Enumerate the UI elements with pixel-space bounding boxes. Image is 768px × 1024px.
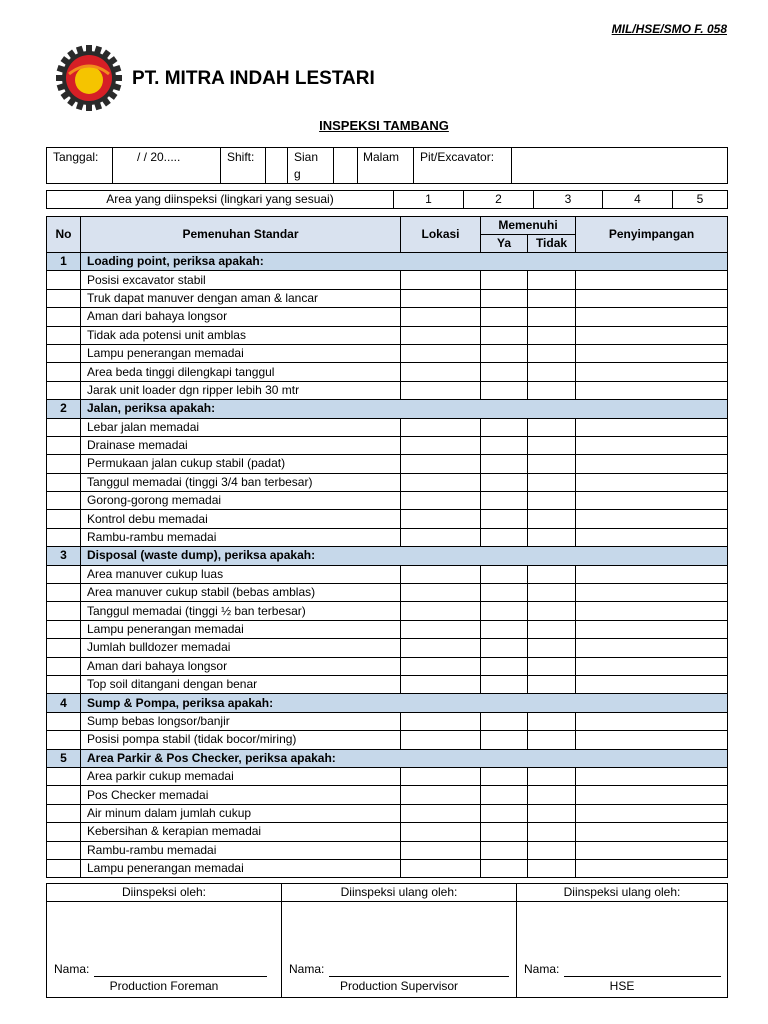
tidak-cell[interactable] <box>528 565 576 583</box>
pit-excavator-field[interactable] <box>512 148 728 184</box>
section-number: 2 <box>47 400 81 418</box>
lokasi-cell[interactable] <box>401 363 481 381</box>
table-row <box>47 712 728 730</box>
no-cell <box>47 436 81 454</box>
nama-line[interactable] <box>564 976 721 977</box>
standard-item: Air minum dalam jumlah cukup <box>81 804 401 822</box>
penyimpangan-cell[interactable] <box>576 344 728 362</box>
lokasi-cell[interactable] <box>401 565 481 583</box>
section-number: 5 <box>47 749 81 767</box>
no-cell <box>47 418 81 436</box>
ya-cell[interactable] <box>481 620 528 638</box>
lokasi-cell[interactable] <box>401 326 481 344</box>
tidak-cell[interactable] <box>528 841 576 859</box>
no-cell <box>47 344 81 362</box>
table-row <box>47 436 728 454</box>
penyimpangan-cell[interactable] <box>576 271 728 289</box>
standard-item: Rambu-rambu memadai <box>81 528 401 546</box>
area-option[interactable]: 3 <box>534 191 603 209</box>
table-row <box>47 363 728 381</box>
table-row <box>47 344 728 362</box>
penyimpangan-cell[interactable] <box>576 565 728 583</box>
penyimpangan-cell[interactable] <box>576 786 728 804</box>
section-row <box>47 253 728 271</box>
no-cell <box>47 675 81 693</box>
penyimpangan-cell[interactable] <box>576 455 728 473</box>
no-cell <box>47 381 81 399</box>
no-cell <box>47 492 81 510</box>
penyimpangan-cell[interactable] <box>576 473 728 491</box>
lokasi-cell[interactable] <box>401 271 481 289</box>
document-number: MIL/HSE/SMO F. 058 <box>611 22 727 36</box>
ya-cell[interactable] <box>481 731 528 749</box>
signature-header: Diinspeksi ulang oleh: <box>517 884 728 902</box>
standard-item: Aman dari bahaya longsor <box>81 308 401 326</box>
standard-item: Drainase memadai <box>81 436 401 454</box>
no-cell <box>47 326 81 344</box>
tidak-cell[interactable] <box>528 473 576 491</box>
ya-cell[interactable] <box>481 602 528 620</box>
ya-cell[interactable] <box>481 492 528 510</box>
lokasi-cell[interactable] <box>401 639 481 657</box>
penyimpangan-cell[interactable] <box>576 289 728 307</box>
area-table <box>46 190 728 209</box>
col-header-ya: Ya <box>481 235 528 253</box>
penyimpangan-cell[interactable] <box>576 823 728 841</box>
tidak-cell[interactable] <box>528 731 576 749</box>
signature-header: Diinspeksi oleh: <box>47 884 282 902</box>
penyimpangan-cell[interactable] <box>576 712 728 730</box>
penyimpangan-cell[interactable] <box>576 859 728 877</box>
company-name: PT. MITRA INDAH LESTARI <box>132 68 375 89</box>
ya-cell[interactable] <box>481 859 528 877</box>
tidak-cell[interactable] <box>528 620 576 638</box>
standard-item: Area manuver cukup luas <box>81 565 401 583</box>
lokasi-cell[interactable] <box>401 381 481 399</box>
ya-cell[interactable] <box>481 308 528 326</box>
section-number: 1 <box>47 253 81 271</box>
tidak-cell[interactable] <box>528 675 576 693</box>
signature-role: Production Foreman <box>109 979 219 993</box>
table-row <box>47 620 728 638</box>
standard-item: Tanggul memadai (tinggi ½ ban terbesar) <box>81 602 401 620</box>
no-cell <box>47 455 81 473</box>
standard-item: Lampu penerangan memadai <box>81 859 401 877</box>
ya-cell[interactable] <box>481 804 528 822</box>
info-table <box>46 147 728 184</box>
lokasi-cell[interactable] <box>401 455 481 473</box>
no-cell <box>47 363 81 381</box>
standard-item: Area parkir cukup memadai <box>81 767 401 785</box>
signature-box-supervisor[interactable] <box>282 902 517 998</box>
ya-cell[interactable] <box>481 675 528 693</box>
standard-item: Tidak ada potensi unit amblas <box>81 326 401 344</box>
penyimpangan-cell[interactable] <box>576 804 728 822</box>
col-header-no: No <box>47 217 81 253</box>
ya-cell[interactable] <box>481 344 528 362</box>
tidak-cell[interactable] <box>528 712 576 730</box>
tidak-cell[interactable] <box>528 639 576 657</box>
table-row <box>47 473 728 491</box>
shift-label: Shift: <box>221 148 266 184</box>
no-cell <box>47 823 81 841</box>
standard-item: Lebar jalan memadai <box>81 418 401 436</box>
section-row <box>47 749 728 767</box>
standard-item: Tanggul memadai (tinggi 3/4 ban terbesar) <box>81 473 401 491</box>
no-cell <box>47 308 81 326</box>
table-row <box>47 859 728 877</box>
tidak-cell[interactable] <box>528 436 576 454</box>
standard-item: Rambu-rambu memadai <box>81 841 401 859</box>
section-title: Jalan, periksa apakah: <box>81 400 728 418</box>
table-row <box>47 602 728 620</box>
penyimpangan-cell[interactable] <box>576 381 728 399</box>
tidak-cell[interactable] <box>528 271 576 289</box>
tidak-cell[interactable] <box>528 326 576 344</box>
standard-item: Lampu penerangan memadai <box>81 344 401 362</box>
no-cell <box>47 804 81 822</box>
ya-cell[interactable] <box>481 436 528 454</box>
nama-line[interactable] <box>94 976 267 977</box>
shift-siang-option[interactable]: Sian g <box>288 148 334 184</box>
signature-box-hse[interactable] <box>517 902 728 998</box>
table-row <box>47 767 728 785</box>
no-cell <box>47 731 81 749</box>
shift-empty-cell[interactable] <box>266 148 288 184</box>
nama-label: Nama: <box>289 962 325 976</box>
standard-item: Aman dari bahaya longsor <box>81 657 401 675</box>
nama-label: Nama: <box>524 962 560 976</box>
table-row <box>47 510 728 528</box>
tidak-cell[interactable] <box>528 602 576 620</box>
ya-cell[interactable] <box>481 510 528 528</box>
table-row <box>47 308 728 326</box>
standard-item: Top soil ditangani dengan benar <box>81 675 401 693</box>
ya-cell[interactable] <box>481 271 528 289</box>
standard-item: Permukaan jalan cukup stabil (padat) <box>81 455 401 473</box>
tidak-cell[interactable] <box>528 308 576 326</box>
table-row <box>47 271 728 289</box>
penyimpangan-cell[interactable] <box>576 326 728 344</box>
table-row <box>47 528 728 546</box>
table-row <box>47 418 728 436</box>
ya-cell[interactable] <box>481 528 528 546</box>
lokasi-cell[interactable] <box>401 308 481 326</box>
area-option[interactable]: 5 <box>673 191 728 209</box>
signature-header: Diinspeksi ulang oleh: <box>282 884 517 902</box>
company-logo-icon <box>55 44 123 112</box>
tidak-cell[interactable] <box>528 455 576 473</box>
lokasi-cell[interactable] <box>401 767 481 785</box>
tanggal-field[interactable]: / / 20..... <box>113 148 221 184</box>
table-row <box>47 455 728 473</box>
tidak-cell[interactable] <box>528 289 576 307</box>
no-cell <box>47 841 81 859</box>
col-header-penyimpangan: Penyimpangan <box>576 217 728 253</box>
col-header-memenuhi: Memenuhi <box>481 217 576 235</box>
lokasi-cell[interactable] <box>401 584 481 602</box>
ya-cell[interactable] <box>481 657 528 675</box>
signature-table <box>46 883 728 998</box>
lokasi-cell[interactable] <box>401 657 481 675</box>
penyimpangan-cell[interactable] <box>576 492 728 510</box>
standard-item: Posisi pompa stabil (tidak bocor/miring) <box>81 731 401 749</box>
ya-cell[interactable] <box>481 565 528 583</box>
lokasi-cell[interactable] <box>401 786 481 804</box>
standard-item: Kebersihan & kerapian memadai <box>81 823 401 841</box>
lokasi-cell[interactable] <box>401 510 481 528</box>
no-cell <box>47 786 81 804</box>
tidak-cell[interactable] <box>528 363 576 381</box>
section-title: Disposal (waste dump), periksa apakah: <box>81 547 728 565</box>
col-header-standar: Pemenuhan Standar <box>81 217 401 253</box>
section-title: Loading point, periksa apakah: <box>81 253 728 271</box>
no-cell <box>47 528 81 546</box>
col-header-tidak: Tidak <box>528 235 576 253</box>
penyimpangan-cell[interactable] <box>576 620 728 638</box>
nama-label: Nama: <box>54 962 90 976</box>
area-option[interactable]: 1 <box>394 191 464 209</box>
table-row <box>47 639 728 657</box>
penyimpangan-cell[interactable] <box>576 675 728 693</box>
table-row <box>47 657 728 675</box>
table-row <box>47 823 728 841</box>
lokasi-cell[interactable] <box>401 804 481 822</box>
standard-item: Sump bebas longsor/banjir <box>81 712 401 730</box>
page-title: INSPEKSI TAMBANG <box>319 118 449 133</box>
tidak-cell[interactable] <box>528 786 576 804</box>
lokasi-cell[interactable] <box>401 620 481 638</box>
lokasi-cell[interactable] <box>401 675 481 693</box>
ya-cell[interactable] <box>481 473 528 491</box>
ya-cell[interactable] <box>481 712 528 730</box>
section-row <box>47 547 728 565</box>
shift-malam-option[interactable]: Malam <box>358 148 414 184</box>
no-cell <box>47 584 81 602</box>
lokasi-cell[interactable] <box>401 289 481 307</box>
area-option[interactable]: 4 <box>603 191 673 209</box>
penyimpangan-cell[interactable] <box>576 584 728 602</box>
lokasi-cell[interactable] <box>401 528 481 546</box>
nama-line[interactable] <box>329 976 509 977</box>
penyimpangan-cell[interactable] <box>576 602 728 620</box>
table-row <box>47 381 728 399</box>
ya-cell[interactable] <box>481 841 528 859</box>
no-cell <box>47 289 81 307</box>
tidak-cell[interactable] <box>528 492 576 510</box>
standard-item: Gorong-gorong memadai <box>81 492 401 510</box>
tanggal-label: Tanggal: <box>47 148 113 184</box>
ya-cell[interactable] <box>481 326 528 344</box>
tidak-cell[interactable] <box>528 381 576 399</box>
penyimpangan-cell[interactable] <box>576 528 728 546</box>
col-header-lokasi: Lokasi <box>401 217 481 253</box>
lokasi-cell[interactable] <box>401 731 481 749</box>
standard-item: Jarak unit loader dgn ripper lebih 30 mtr <box>81 381 401 399</box>
tidak-cell[interactable] <box>528 418 576 436</box>
shift-siang-checkbox[interactable] <box>334 148 358 184</box>
no-cell <box>47 510 81 528</box>
tidak-cell[interactable] <box>528 584 576 602</box>
penyimpangan-cell[interactable] <box>576 363 728 381</box>
table-row <box>47 289 728 307</box>
tidak-cell[interactable] <box>528 859 576 877</box>
no-cell <box>47 620 81 638</box>
lokasi-cell[interactable] <box>401 473 481 491</box>
table-row <box>47 675 728 693</box>
ya-cell[interactable] <box>481 363 528 381</box>
section-number: 3 <box>47 547 81 565</box>
ya-cell[interactable] <box>481 289 528 307</box>
ya-cell[interactable] <box>481 767 528 785</box>
penyimpangan-cell[interactable] <box>576 657 728 675</box>
table-row <box>47 326 728 344</box>
lokasi-cell[interactable] <box>401 859 481 877</box>
table-row <box>47 584 728 602</box>
no-cell <box>47 602 81 620</box>
section-number: 4 <box>47 694 81 712</box>
signature-role: Production Supervisor <box>339 979 459 993</box>
lokasi-cell[interactable] <box>401 602 481 620</box>
ya-cell[interactable] <box>481 455 528 473</box>
table-row <box>47 731 728 749</box>
standard-item: Jumlah bulldozer memadai <box>81 639 401 657</box>
ya-cell[interactable] <box>481 639 528 657</box>
tidak-cell[interactable] <box>528 657 576 675</box>
table-row <box>47 565 728 583</box>
section-row <box>47 400 728 418</box>
lokasi-cell[interactable] <box>401 436 481 454</box>
standard-item: Truk dapat manuver dengan aman & lancar <box>81 289 401 307</box>
no-cell <box>47 271 81 289</box>
penyimpangan-cell[interactable] <box>576 767 728 785</box>
no-cell <box>47 565 81 583</box>
standard-item: Posisi excavator stabil <box>81 271 401 289</box>
penyimpangan-cell[interactable] <box>576 841 728 859</box>
penyimpangan-cell[interactable] <box>576 308 728 326</box>
inspection-table <box>46 216 728 878</box>
penyimpangan-cell[interactable] <box>576 436 728 454</box>
standard-item: Pos Checker memadai <box>81 786 401 804</box>
ya-cell[interactable] <box>481 381 528 399</box>
no-cell <box>47 473 81 491</box>
signature-box-foreman[interactable] <box>47 902 282 998</box>
no-cell <box>47 859 81 877</box>
lokasi-cell[interactable] <box>401 841 481 859</box>
lokasi-cell[interactable] <box>401 418 481 436</box>
lokasi-cell[interactable] <box>401 492 481 510</box>
no-cell <box>47 712 81 730</box>
no-cell <box>47 767 81 785</box>
area-label: Area yang diinspeksi (lingkari yang sesuai) <box>47 191 394 209</box>
ya-cell[interactable] <box>481 823 528 841</box>
penyimpangan-cell[interactable] <box>576 418 728 436</box>
ya-cell[interactable] <box>481 584 528 602</box>
tidak-cell[interactable] <box>528 510 576 528</box>
signature-role: HSE <box>609 979 635 993</box>
section-title: Area Parkir & Pos Checker, periksa apakah: <box>81 749 728 767</box>
tidak-cell[interactable] <box>528 767 576 785</box>
ya-cell[interactable] <box>481 418 528 436</box>
lokasi-cell[interactable] <box>401 823 481 841</box>
table-row <box>47 804 728 822</box>
ya-cell[interactable] <box>481 786 528 804</box>
standard-item: Area manuver cukup stabil (bebas amblas) <box>81 584 401 602</box>
table-row <box>47 492 728 510</box>
table-row <box>47 786 728 804</box>
no-cell <box>47 639 81 657</box>
tidak-cell[interactable] <box>528 823 576 841</box>
tidak-cell[interactable] <box>528 344 576 362</box>
standard-item: Kontrol debu memadai <box>81 510 401 528</box>
no-cell <box>47 657 81 675</box>
pit-excavator-label: Pit/Excavator: <box>414 148 512 184</box>
lokasi-cell[interactable] <box>401 712 481 730</box>
penyimpangan-cell[interactable] <box>576 639 728 657</box>
tidak-cell[interactable] <box>528 528 576 546</box>
standard-item: Lampu penerangan memadai <box>81 620 401 638</box>
section-row <box>47 694 728 712</box>
standard-item: Area beda tinggi dilengkapi tanggul <box>81 363 401 381</box>
table-row <box>47 841 728 859</box>
penyimpangan-cell[interactable] <box>576 510 728 528</box>
penyimpangan-cell[interactable] <box>576 731 728 749</box>
tidak-cell[interactable] <box>528 804 576 822</box>
lokasi-cell[interactable] <box>401 344 481 362</box>
area-option[interactable]: 2 <box>464 191 534 209</box>
section-title: Sump & Pompa, periksa apakah: <box>81 694 728 712</box>
